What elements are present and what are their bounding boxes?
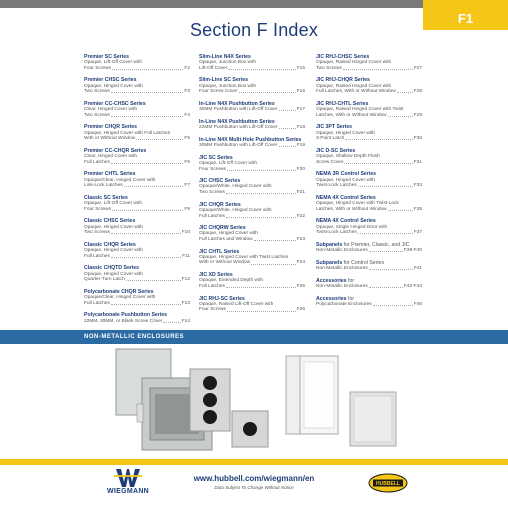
entry-description: Latches, With or Without Window (316, 206, 387, 212)
entry-dotted-line (316, 266, 422, 272)
entry-description: Opaque, Raised Lift-Off Cover with (199, 301, 274, 307)
entry-page-number: F33 (413, 183, 422, 189)
entry-description: Four Screws (199, 166, 226, 172)
leader-dots (388, 113, 413, 117)
entry-dotted-line (199, 89, 305, 95)
entry-description: Opaque/Clear, Hinged Cover with (84, 177, 156, 183)
entry-description: Full Latches (84, 253, 110, 259)
leader-dots (226, 214, 296, 218)
entry-series-name: In-Line N4X Pushbutton Series (199, 100, 275, 107)
leader-dots (226, 190, 296, 194)
leader-dots (227, 167, 296, 171)
entry-dotted-line (199, 284, 305, 290)
entry-series-name: Subpanels (316, 241, 343, 248)
entry-dotted-line (199, 107, 305, 113)
leader-dots (111, 254, 181, 258)
enclosures-illustration (0, 344, 508, 459)
entry-dotted-line (84, 254, 190, 260)
entry-description: Opaque, Raised Hinged Cover with (316, 83, 392, 89)
entry-dotted-line (199, 307, 305, 313)
leader-dots (226, 284, 296, 288)
entry-series-name: NEMA 3R Control Series (316, 171, 377, 178)
entry-series-name: Premier CHTL Series (84, 171, 136, 178)
entry-page-number: F45 (413, 301, 422, 307)
entry-dotted-line (199, 190, 305, 196)
entry-dotted-line (84, 89, 190, 95)
entry-dotted-line (84, 183, 190, 189)
index-entry[interactable] (316, 148, 422, 165)
entry-page-number: F7 (184, 183, 190, 189)
entry-description: With or Without Window (84, 136, 136, 142)
hubbell-logo (368, 473, 408, 493)
index-entry[interactable] (316, 242, 422, 254)
hubbell-badge (368, 473, 408, 493)
entry-page-number: F37 (413, 230, 422, 236)
entry-page-number: F14 (181, 318, 190, 324)
entry-description: Opaque, Junction Box with (199, 83, 257, 89)
index-entry[interactable] (316, 195, 422, 212)
leader-dots (369, 284, 403, 288)
leader-dots (358, 183, 413, 187)
entry-series-name: JIC 3PT Series (316, 124, 353, 131)
top-bar (0, 0, 508, 8)
entry-series-name: Classic SC Series (84, 194, 128, 201)
leader-dots (112, 66, 183, 70)
entry-description: Non-Metallic Enclosures (316, 283, 368, 289)
entry-page-number: F3 (184, 89, 190, 95)
entry-dotted-line (199, 143, 305, 149)
index-entry[interactable] (199, 119, 305, 131)
index-entry[interactable] (316, 171, 422, 188)
entry-description: Opaque/White, Hinged Cover with (199, 207, 272, 213)
index-column-2 (199, 54, 335, 319)
footer (0, 465, 508, 508)
entry-page-number: F29 (413, 112, 422, 118)
entry-description: Full Latches (84, 300, 110, 306)
entry-dotted-line (316, 136, 422, 142)
entry-dotted-line (84, 113, 190, 119)
entry-description: Full Latches and Window (199, 236, 253, 242)
entry-page-number: F26 (296, 307, 305, 313)
entry-description: Opaque, Hinged Cover with Twist Latches (199, 254, 289, 260)
entry-dotted-line (84, 160, 190, 166)
leader-dots (369, 248, 403, 252)
leader-dots (358, 230, 413, 234)
index-entry[interactable] (84, 218, 190, 235)
entry-series-name: JIC SC Series (199, 154, 233, 161)
leader-dots (111, 89, 184, 93)
leader-dots (228, 66, 295, 70)
section-band (0, 330, 508, 344)
entry-series-name: Slim-Line SC Series (199, 77, 249, 84)
entry-dotted-line (199, 66, 305, 72)
leader-dots (279, 107, 296, 111)
entry-dotted-line (316, 89, 422, 95)
leader-dots (397, 89, 413, 93)
entry-series-name: JIC CHQRW Series (199, 225, 246, 232)
entry-description: Opaque, Junction Box with (199, 60, 257, 66)
entry-description: Opaque, Hinged Cover with (316, 130, 375, 136)
entry-page-number: F39-F40 (403, 248, 422, 254)
section-band-label: NON-METALLIC ENCLOSURES (84, 334, 185, 340)
entry-description: Two Screws (84, 112, 110, 118)
index-entry[interactable] (199, 272, 305, 289)
entry-series-name: NEMA 4X Control Series (316, 218, 376, 225)
entry-description: Two Screws (84, 230, 110, 236)
entry-description: Opaque, Hinged Cover with (84, 248, 143, 254)
leader-dots (279, 125, 296, 129)
index-entry[interactable] (316, 296, 422, 308)
entry-description: Opaque, Lift-Off Cover with (84, 60, 143, 66)
entry-series-name: NEMA 4X Control Series (316, 194, 376, 201)
entry-dotted-line (84, 207, 190, 213)
entry-description: Full Latches (199, 213, 225, 219)
entry-page-number: F4 (184, 112, 190, 118)
entry-series-name: Premier CHSC Series (84, 77, 137, 84)
index-entry[interactable] (199, 54, 305, 71)
entry-description: Opaque, Shallow Depth Flush (316, 154, 380, 160)
index-entry[interactable] (199, 296, 305, 313)
entry-series-name: Accessories (316, 277, 347, 284)
entry-series-name: Classic CHQTD Series (84, 265, 140, 272)
leader-dots (111, 230, 181, 234)
entry-description: 30MM Pushbutton with Lift-Off Cover (199, 143, 278, 149)
leader-dots (388, 207, 413, 211)
entry-description: Opaque, Hinged Cover with Twist-Lock (316, 201, 399, 207)
entry-page-number: F10 (181, 230, 190, 236)
leader-dots (373, 302, 413, 306)
leader-dots (163, 319, 180, 323)
entry-description: Opaque, Hinged Cover with (316, 177, 375, 183)
index-entry[interactable] (199, 202, 305, 219)
entry-page-number: F23 (296, 236, 305, 242)
entry-series-name: Premier CC-CHSC Series (84, 100, 146, 107)
entry-description: 30MM Pushbutton with Lift-Off Cover (199, 107, 278, 113)
entry-description: Opaque/White, Hinged Cover with (199, 184, 272, 190)
index-entry[interactable] (199, 225, 305, 242)
entry-dotted-line (199, 125, 305, 131)
index-entry[interactable] (199, 155, 305, 172)
index-entry[interactable] (84, 124, 190, 141)
entry-description: Opaque, Lift-Off Cover with (84, 201, 143, 207)
entry-page-number: F11 (182, 253, 190, 259)
entry-series-name: JIC CHTL Series (199, 248, 240, 255)
entry-page-number: F27 (413, 65, 422, 71)
entry-description: Polycarbonate Enclosures (316, 301, 372, 307)
leader-dots (344, 160, 412, 164)
entry-description: 22MM Pushbutton with Lift-Off Cover (199, 125, 278, 131)
leader-dots (136, 136, 183, 140)
index-entry[interactable] (316, 218, 422, 235)
entry-page-number: F15 (296, 65, 305, 71)
entry-description: Quarter-Turn Latch (84, 277, 125, 283)
leader-dots (251, 260, 296, 264)
index-entry[interactable] (316, 101, 422, 118)
entry-title-suffix: for Premier, Classic, and JIC (342, 241, 410, 248)
entry-dotted-line (199, 167, 305, 173)
entry-description: Opaque, Hinged Cover with (84, 271, 143, 277)
product-photo (0, 344, 508, 459)
entry-page-number: F5 (184, 136, 190, 142)
entry-dotted-line (199, 214, 305, 220)
index-entry[interactable] (84, 101, 190, 118)
index-entry[interactable] (199, 178, 305, 195)
entry-description: Two Screws (316, 65, 342, 71)
entry-page-number: F42-F44 (403, 283, 422, 289)
entry-series-name: Premier CHQR Series (84, 124, 138, 131)
index-entry[interactable] (84, 195, 190, 212)
entry-title-suffix: for (346, 277, 355, 284)
entry-description: Twist-Lock Latches (316, 230, 357, 236)
leader-dots (279, 143, 296, 147)
wiegmann-wordmark: WIEGMANN (106, 488, 150, 495)
entry-title-suffix: for Control Series (342, 259, 385, 266)
index-entry[interactable] (84, 54, 190, 71)
index-entry[interactable] (199, 101, 305, 113)
entry-series-name: Polycarbonate CHQR Series (84, 288, 154, 295)
entry-page-number: F35 (413, 206, 422, 212)
entry-description: Full Latches (84, 159, 110, 165)
entry-description: Opaque, Single Hinged Door with (316, 224, 388, 230)
entry-description: With or Without Window (199, 260, 251, 266)
index-entry[interactable] (199, 249, 305, 266)
leader-dots (369, 266, 413, 270)
leader-dots (343, 66, 413, 70)
index-entry[interactable] (316, 278, 422, 290)
entry-page-number: F18 (296, 125, 305, 131)
entry-page-number: F16 (296, 89, 305, 95)
entry-description: Four Screws (84, 206, 111, 212)
entry-dotted-line (199, 260, 305, 266)
leader-dots (111, 160, 184, 164)
entry-dotted-line (316, 230, 422, 236)
entry-dotted-line (84, 319, 190, 325)
entry-series-name: Subpanels (316, 259, 343, 266)
entry-series-name: Classic CHSC Series (84, 218, 136, 225)
entry-page-number: F22 (296, 213, 305, 219)
entry-description: Full Latches, With or Without Window (316, 89, 396, 95)
entry-dotted-line (316, 113, 422, 119)
entry-description: Lift-Off Cover (199, 65, 228, 71)
entry-description: Opaque, Extended Depth with (199, 278, 264, 284)
entry-description: Twist-Lock Latches (316, 183, 357, 189)
entry-series-name: In-Line N4X Pushbutton Series (199, 118, 275, 125)
entry-description: Latches, With or Without Window (316, 112, 387, 118)
entry-series-name: Premier SC Series (84, 54, 129, 60)
leader-dots (111, 113, 184, 117)
entry-series-name: Slim-Line N4X Series (199, 54, 251, 60)
entry-page-number: F9 (184, 206, 190, 212)
entry-description: 22MM, 30MM, or Blank Screw Cover (84, 318, 163, 324)
index-entry[interactable] (84, 312, 190, 324)
entry-series-name: JIC D-SC Series (316, 147, 356, 154)
index-entry[interactable] (84, 242, 190, 259)
entry-dotted-line (316, 284, 422, 290)
entry-dotted-line (199, 237, 305, 243)
section-tab: F1 (423, 8, 508, 30)
entry-description: Four Screws (199, 307, 226, 313)
disclaimer: Data Subject To Change Without Notice (214, 485, 294, 490)
website-link[interactable]: www.hubbell.com/wiegmann/en (193, 474, 315, 483)
entry-description: Four Screw Cover (199, 89, 238, 95)
index-entry[interactable] (316, 54, 422, 71)
entry-series-name: Premier CC-CHQR Series (84, 147, 147, 154)
entry-dotted-line (316, 160, 422, 166)
entry-description: 3-Point Latch (316, 136, 345, 142)
index-entry[interactable] (316, 124, 422, 141)
entry-description: Opaque/Clear, Hinged Cover with (84, 295, 156, 301)
entry-title-suffix: for (346, 295, 355, 302)
entry-description: Opaque, Hinged Cover with (84, 83, 143, 89)
entry-dotted-line (84, 66, 190, 72)
top-bar-accent (423, 0, 508, 8)
entry-description: Opaque, Raised Hinged Cover with (316, 60, 392, 66)
entry-description: Clear, Hinged Cover with (84, 107, 138, 113)
entry-description: Non-Metallic Enclosures (316, 248, 368, 254)
entry-description: Two Screws (84, 89, 110, 95)
entry-dotted-line (316, 207, 422, 213)
index-entry[interactable] (316, 77, 422, 94)
entry-series-name: JIC RHJ-CHQR Series (316, 77, 370, 84)
entry-series-name: In-Line N4X Multi-Hole Pushbutton Series (199, 136, 302, 143)
entry-series-name: JIC XD Series (199, 272, 233, 279)
entry-dotted-line (316, 302, 422, 308)
entry-dotted-line (84, 230, 190, 236)
entry-description: Non-Metallic Enclosures (316, 266, 368, 272)
entry-page-number: F31 (413, 159, 422, 165)
entry-dotted-line (316, 183, 422, 189)
leader-dots (124, 183, 184, 187)
entry-page-number: F17 (296, 107, 305, 113)
entry-page-number: F41 (413, 266, 422, 272)
entry-page-number: F2 (184, 65, 190, 71)
entry-description: Two Screws (199, 190, 225, 196)
index-entry[interactable] (84, 148, 190, 165)
leader-dots (112, 207, 183, 211)
entry-description: Opaque, Hinged Cover with (84, 224, 143, 230)
index-entry[interactable] (316, 260, 422, 272)
entry-dotted-line (84, 301, 190, 307)
entry-dotted-line (84, 136, 190, 142)
hubbell-wordmark: HUBBELL (376, 481, 400, 487)
index-entry[interactable] (84, 171, 190, 188)
entry-dotted-line (316, 248, 422, 254)
entry-page-number: F20 (296, 166, 305, 172)
entry-description: Clear, Hinged Cover with (84, 154, 138, 160)
index-column-3 (316, 54, 452, 313)
entry-description: Screw Cover (316, 159, 344, 165)
entry-dotted-line (84, 277, 190, 283)
entry-page-number: F30 (413, 136, 422, 142)
index-entry[interactable] (84, 289, 190, 306)
entry-series-name: JIC RHJ-CHSC Series (316, 54, 370, 60)
entry-description: Link-Lock Latches (84, 183, 123, 189)
entry-page-number: F28 (413, 89, 422, 95)
entry-description: Opaque, Hinged Cover with Full Latches (84, 130, 171, 136)
index-entry[interactable] (84, 265, 190, 282)
entry-series-name: JIC RHJ-CHTL Series (316, 100, 369, 107)
index-entry[interactable] (84, 77, 190, 94)
entry-series-name: Classic CHQR Series (84, 241, 136, 248)
entry-series-name: Accessories (316, 295, 347, 302)
entry-page-number: F13 (181, 300, 190, 306)
page-title: Section F Index (189, 20, 319, 40)
entry-description: Opaque, Raised Hinged Cover with Twist (316, 107, 404, 113)
entry-page-number: F12 (181, 277, 190, 283)
entry-description: Opaque, Hinged Cover with (199, 231, 258, 237)
entry-page-number: F21 (296, 190, 305, 196)
entry-description: Full Latches (199, 283, 225, 289)
entry-series-name: JIC RHJ-SC Series (199, 295, 245, 302)
entry-series-name: JIC CHSC Series (199, 178, 241, 185)
leader-dots (111, 301, 181, 305)
entry-series-name: Polycarbonate Pushbutton Series (84, 312, 168, 319)
leader-dots (254, 237, 296, 241)
entry-description: Opaque, Lift-Off Cover with (199, 160, 258, 166)
leader-dots (345, 136, 412, 140)
entry-page-number: F24 (296, 260, 305, 266)
entry-page-number: F6 (184, 159, 190, 165)
entry-series-name: JIC CHQR Series (199, 201, 241, 208)
index-entry[interactable] (199, 137, 305, 149)
index-entry[interactable] (199, 77, 305, 94)
leader-dots (227, 307, 296, 311)
entry-page-number: F19 (296, 143, 305, 149)
entry-description: Four Screws (84, 65, 111, 71)
leader-dots (239, 89, 296, 93)
entry-dotted-line (316, 66, 422, 72)
entry-page-number: F25 (296, 283, 305, 289)
leader-dots (126, 277, 181, 281)
